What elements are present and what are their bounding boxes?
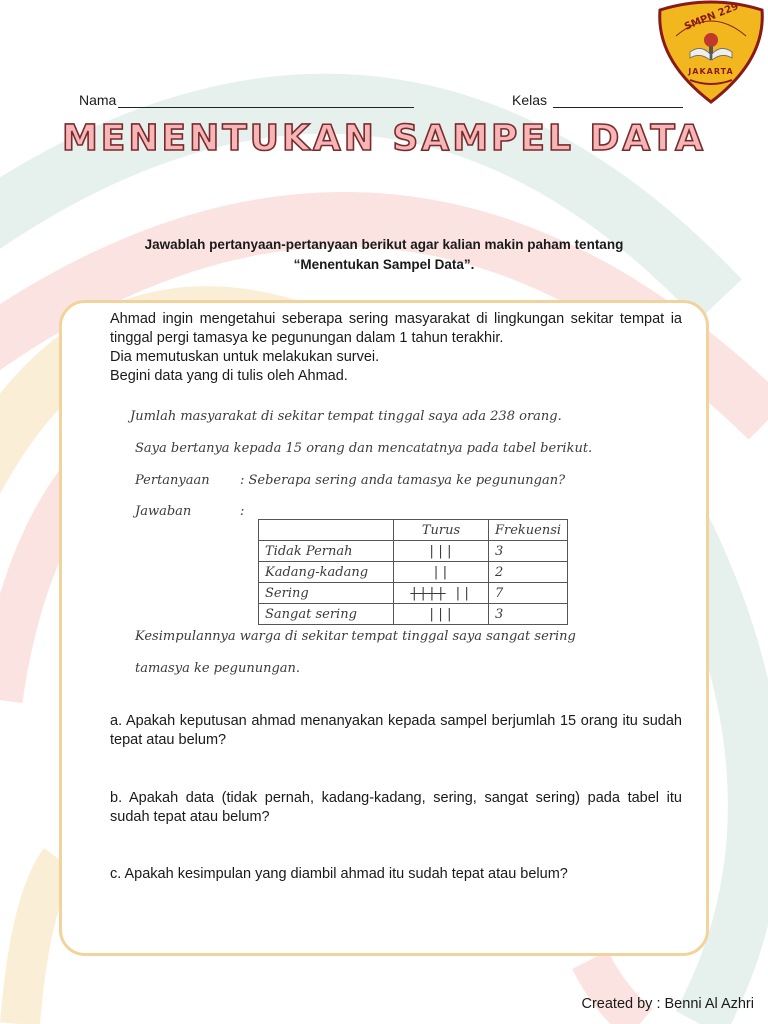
table-row bbox=[259, 562, 568, 583]
table-cell-tally bbox=[394, 541, 489, 562]
table-cell-frequency: 3 bbox=[489, 604, 568, 625]
table-cell-tally bbox=[394, 562, 489, 583]
table-cell-category: Tidak Pernah bbox=[259, 541, 394, 562]
tally-five-marks: |||| bbox=[410, 585, 446, 601]
nama-field[interactable] bbox=[79, 92, 414, 108]
handwritten-answer-label: Jawaban bbox=[135, 504, 192, 519]
author-credit: Created by : Benni Al Azhri bbox=[581, 996, 754, 1012]
story-paragraph-1: Ahmad ingin mengetahui seberapa sering masyarakat di lingkungan sekitar tempat ia tinggal pergi tamasya ke pegunungan dalam 1 tahun terakhir. bbox=[110, 311, 682, 346]
handwritten-population: Jumlah masyarakat di sekitar tempat tinggal saya ada 238 orang. bbox=[130, 409, 562, 424]
logo-bottom-text: JAKARTA bbox=[688, 67, 734, 76]
table-cell-tally bbox=[394, 583, 489, 604]
table-header-tally: Turus bbox=[394, 520, 489, 541]
tally-marks: ||| bbox=[427, 606, 455, 622]
table-cell-category: Kadang-kadang bbox=[259, 562, 394, 583]
table-cell-tally bbox=[394, 604, 489, 625]
table-row bbox=[259, 541, 568, 562]
handwritten-question-text: : Seberapa sering anda tamasya ke pegunungan? bbox=[240, 473, 566, 488]
question-b: b. Apakah data (tidak pernah, kadang-kadang, sering, sangat sering) pada tabel itu sudah tepat atau belum? bbox=[110, 790, 682, 825]
survey-table bbox=[258, 519, 568, 625]
table-row bbox=[259, 583, 568, 604]
question-c: c. Apakah kesimpulan yang diambil ahmad itu sudah tepat atau belum? bbox=[110, 866, 568, 882]
tally-marks: || bbox=[432, 564, 450, 580]
table-cell-category: Sering bbox=[259, 583, 394, 604]
nama-label: Nama bbox=[79, 92, 117, 108]
question-card bbox=[59, 300, 709, 956]
table-cell-category: Sangat sering bbox=[259, 604, 394, 625]
table-cell-frequency: 2 bbox=[489, 562, 568, 583]
table-cell-frequency: 7 bbox=[489, 583, 568, 604]
table-cell-frequency: 3 bbox=[489, 541, 568, 562]
story-paragraph-3: Begini data yang di tulis oleh Ahmad. bbox=[110, 368, 348, 384]
story-paragraph-2: Dia memutuskan untuk melakukan survei. bbox=[110, 349, 380, 365]
tally-marks: || bbox=[453, 585, 472, 601]
table-header-category bbox=[259, 520, 394, 541]
handwritten-conclusion-2: tamasya ke pegunungan. bbox=[135, 661, 301, 676]
nama-blank[interactable] bbox=[118, 95, 414, 108]
kelas-blank[interactable] bbox=[553, 95, 683, 108]
instructions-line-2: “Menentukan Sampel Data”. bbox=[293, 257, 475, 272]
page-title: MENENTUKAN SAMPEL DATA bbox=[61, 118, 707, 159]
question-a: a. Apakah keputusan ahmad menanyakan kepada sampel berjumlah 15 orang itu sudah tepat atau belum? bbox=[110, 713, 682, 748]
logo-top-text: SMPN 229 bbox=[683, 1, 741, 33]
instructions bbox=[90, 235, 678, 275]
story-text bbox=[110, 310, 682, 386]
table-header-frequency: Frekuensi bbox=[489, 520, 568, 541]
kelas-label: Kelas bbox=[512, 92, 548, 108]
table-header-row bbox=[259, 520, 568, 541]
handwritten-conclusion-1: Kesimpulannya warga di sekitar tempat tinggal saya sangat sering bbox=[135, 629, 576, 644]
school-logo bbox=[654, 0, 768, 104]
kelas-field[interactable] bbox=[512, 92, 683, 108]
handwritten-answer-colon: : bbox=[240, 504, 245, 519]
handwritten-question-label: Pertanyaan bbox=[135, 473, 210, 488]
handwritten-sample: Saya bertanya kepada 15 orang dan mencatatnya pada tabel berikut. bbox=[135, 441, 593, 456]
table-row bbox=[259, 604, 568, 625]
tally-marks: ||| bbox=[427, 543, 455, 559]
instructions-line-1: Jawablah pertanyaan-pertanyaan berikut agar kalian makin paham tentang bbox=[144, 237, 624, 252]
